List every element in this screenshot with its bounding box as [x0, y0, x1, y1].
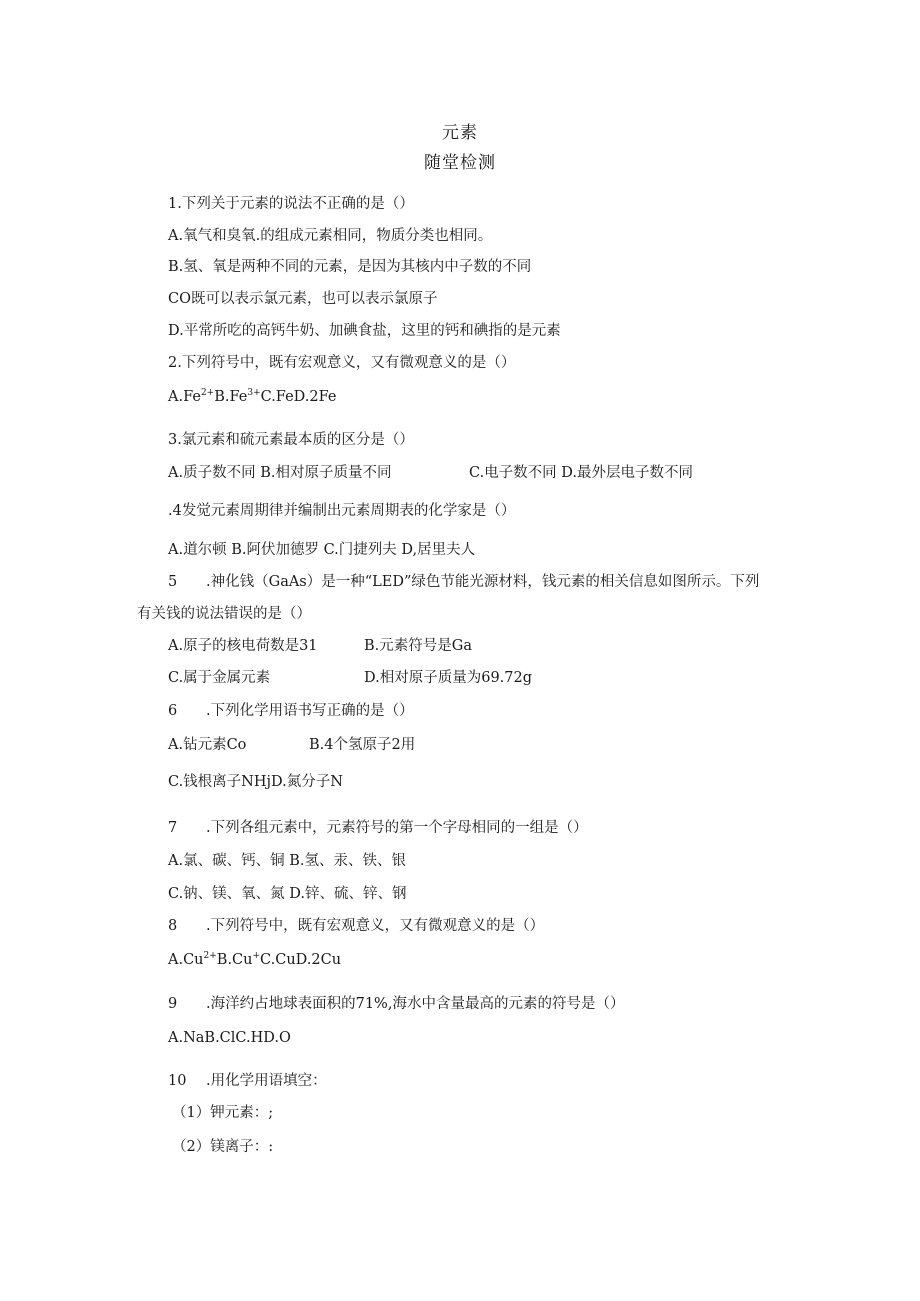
q6-option-b: B.4个氢原子2用 [309, 737, 416, 753]
q5-option-a: A.原子的核电荷数是31 [168, 638, 318, 654]
q5-stem [168, 572, 759, 592]
q6-stem [168, 701, 414, 721]
q10-part-2: （2）镁离子：: [172, 1139, 274, 1155]
q5-number: 5 [168, 574, 178, 590]
q2-option-cd: C.FeD.2Fe [260, 389, 337, 405]
q10-stem-text: .用化学用语填空： [206, 1073, 327, 1089]
q2-option-a-charge: 2+ [200, 388, 215, 398]
q4-options: A.道尔顿 B.阿伏加德罗 C.门捷列夫 D,居里夫人 [168, 542, 476, 558]
q8-option-a: A.Cu [168, 952, 204, 968]
q8-option-a-charge: 2+ [203, 951, 217, 961]
q6-number: 6 [168, 703, 178, 719]
q10-number: 10 [168, 1073, 187, 1089]
q5-option-c: C.属于金属元素 [168, 670, 271, 686]
q3-option-cd: C.电子数不同 D.最外层电子数不同 [469, 465, 694, 481]
q2-option-b: B.Fe [214, 389, 248, 405]
q8-number: 8 [168, 918, 178, 934]
document-subtitle: 随堂检测 [424, 153, 496, 173]
document-title: 元素 [442, 123, 478, 143]
q9-stem-text: .海洋约占地球表面积的71%,海水中含量最高的元素的符号是（） [206, 996, 625, 1012]
q8-stem-text: .下列符号中，既有宏观意义，又有微观意义的是（） [206, 918, 545, 934]
q5-stem-continued: 有关钱的说法错误的是（） [137, 606, 311, 622]
q5-stem-text: .神化钱（GaAs）是一种“LED”绿色节能光源材料，钱元素的相关信息如图所示。下列 [206, 574, 760, 590]
q1-option-c: CO既可以表示氯元素，也可以表示氯原子 [168, 291, 438, 307]
q9-number: 9 [168, 996, 178, 1012]
q1-option-b: B.氢、氧是两种不同的元素，是因为其核内中子数的不同 [168, 259, 532, 275]
q9-options: A.NaB.ClC.HD.O [168, 1030, 291, 1046]
q2-option-a: A.Fe [168, 389, 201, 405]
q2-options [168, 387, 336, 407]
q5-option-d: D.相对原子质量为69.72g [364, 670, 533, 686]
q7-stem [168, 818, 588, 838]
q1-option-d: D.平常所吃的高钙牛奶、加碘食盐，这里的钙和碘指的是元素 [168, 323, 561, 339]
q3-stem: 3.氯元素和硫元素最本质的区分是（） [168, 432, 414, 448]
q7-stem-text: .下列各组元素中，元素符号的第一个字母相同的一组是（） [206, 820, 588, 836]
q1-option-a: A.氧气和臭氧.的组成元素相同，物质分类也相同。 [168, 228, 493, 244]
q6-option-a: A.钻元素Co [168, 737, 247, 753]
q8-option-b-charge: + [252, 951, 261, 961]
q8-option-b: B.Cu [216, 952, 253, 968]
q6-option-cd: C.钱根离子NHjD.氮分子N [168, 774, 343, 790]
q7-option-ab: A.氯、碳、钙、铜 B.氢、汞、铁、银 [168, 853, 406, 869]
q4-stem: .4发觉元素周期律并编制出元素周期表的化学家是（） [168, 503, 516, 519]
q7-option-cd: C.钠、镁、氧、氮 D.锌、硫、锌、钢 [168, 886, 407, 902]
q9-stem [168, 994, 624, 1014]
q8-stem [168, 916, 544, 936]
q5-option-b: B.元素符号是Ga [364, 638, 472, 654]
q3-option-ab: A.质子数不同 B.相对原子质量不同 [168, 465, 392, 481]
q8-options [168, 950, 341, 970]
q6-stem-text: .下列化学用语书写正确的是（） [206, 703, 414, 719]
q10-part-1: （1）钾元素：; [172, 1105, 274, 1121]
q10-stem [168, 1071, 327, 1091]
q8-option-cd: C.CuD.2Cu [260, 952, 342, 968]
q1-stem: 1.下列关于元素的说法不正确的是（） [168, 196, 414, 212]
q2-option-b-charge: 3+ [247, 388, 261, 398]
q7-number: 7 [168, 820, 178, 836]
q2-stem: 2.下列符号中，既有宏观意义，又有微观意义的是（） [168, 355, 516, 371]
